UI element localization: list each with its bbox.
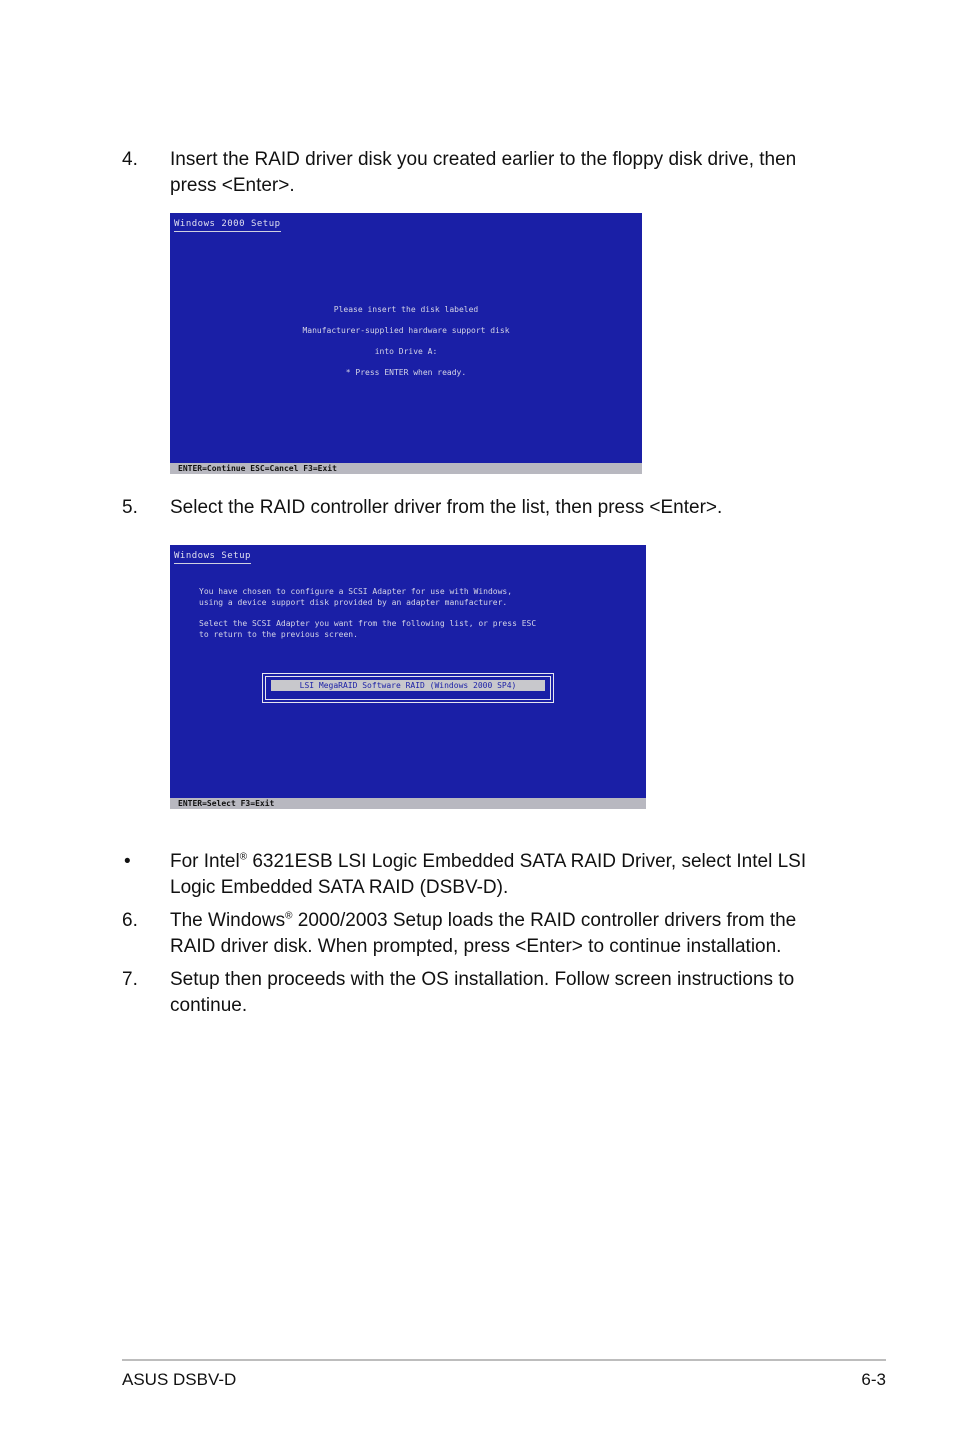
step-text-line2: RAID driver disk. When prompted, press <Enter> to continue installation. (170, 936, 782, 957)
registered-mark: ® (239, 851, 248, 863)
footer-page-number: 6-3 (861, 1370, 886, 1389)
step-text-line1: Setup then proceeds with the OS installation. Follow screen instructions to (170, 969, 795, 990)
footer-product-name: ASUS DSBV-D (122, 1370, 237, 1389)
step-text-line1: Select the RAID controller driver from the list, then press <Enter>. (170, 497, 723, 518)
step-number: 7. (122, 969, 138, 990)
driver-list-box (262, 673, 554, 703)
bullet-text-line2: Logic Embedded SATA RAID (DSBV-D). (170, 877, 509, 898)
screen-text-line: You have chosen to configure a SCSI Adapter for use with Windows, (199, 587, 513, 596)
step-text-line1: Insert the RAID driver disk you created earlier to the floppy disk drive, then (170, 149, 797, 170)
footer-divider (122, 1359, 886, 1361)
bullet-mark: • (124, 851, 131, 872)
screen-text-line: * Press ENTER when ready. (345, 368, 467, 377)
step-text-line2: press <Enter>. (170, 175, 295, 196)
text-segment: 2000/2003 Setup loads the RAID controller drivers from the (292, 910, 797, 931)
text-segment: For Intel (170, 851, 240, 872)
screen-title: Windows Setup (174, 551, 251, 564)
screen-status-bar: ENTER=Continue ESC=Cancel F3=Exit (170, 463, 642, 474)
screen-status-bar: ENTER=Select F3=Exit (170, 798, 646, 809)
screen-text-line: to return to the previous screen. (199, 630, 358, 639)
setup-screenshot-select-driver (170, 545, 646, 809)
step-number: 5. (122, 497, 138, 518)
setup-screenshot-insert-disk (170, 213, 642, 474)
screen-text-line: Please insert the disk labeled (333, 305, 479, 314)
screen-text-line: using a device support disk provided by an adapter manufacturer. (199, 598, 508, 607)
step-text-line2: continue. (170, 995, 248, 1016)
screen-text-line: Manufacturer-supplied hardware support disk (302, 326, 510, 335)
screen-title: Windows 2000 Setup (174, 219, 281, 232)
bullet-text-line1 (170, 849, 850, 875)
driver-list-item-selected: LSI MegaRAID Software RAID (Windows 2000 SP4) (271, 680, 545, 691)
step-text-line1 (170, 908, 850, 934)
step-number: 4. (122, 149, 138, 170)
registered-mark: ® (285, 910, 293, 922)
text-segment: The Windows (170, 910, 286, 931)
step-number: 6. (122, 910, 138, 931)
screen-text-line: Select the SCSI Adapter you want from the following list, or press ESC (199, 619, 537, 628)
screen-text-line: into Drive A: (374, 347, 438, 356)
text-segment: 6321ESB LSI Logic Embedded SATA RAID Driver, select Intel LSI (247, 851, 807, 872)
